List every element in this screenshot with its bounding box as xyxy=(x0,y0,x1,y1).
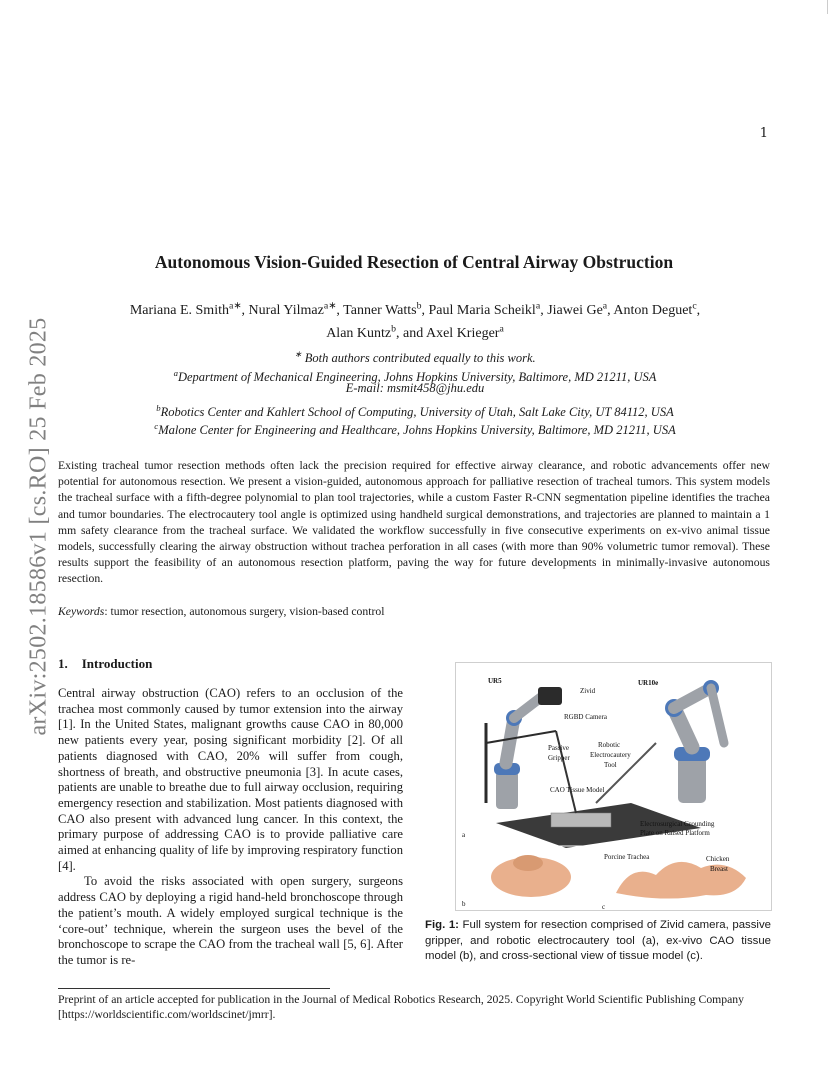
label-plate: Electrosurgical Grounding xyxy=(640,820,715,828)
panel-label-b: b xyxy=(462,900,466,908)
keywords-text: : tumor resection, autonomous surgery, vision-based control xyxy=(104,605,385,618)
contact-email: E-mail: msmit458@jhu.edu xyxy=(345,381,485,395)
arxiv-sidebar xyxy=(20,286,58,766)
label-chicken: Chicken xyxy=(706,855,730,863)
label-ur5: UR5 xyxy=(488,677,502,685)
author: Nural Yilmaz xyxy=(248,302,324,318)
author: Alan Kuntz xyxy=(326,326,392,342)
section-number: 1. xyxy=(58,656,68,671)
label-trachea: Porcine Trachea xyxy=(604,853,650,861)
figure-caption xyxy=(425,918,771,965)
author: Anton Deguet xyxy=(613,302,693,318)
author-line-2: Alan Kuntz$^b$, and Axel Krieger$^a$ xyxy=(326,323,504,342)
label-gripper: Passive xyxy=(548,744,569,752)
label-gripper: Gripper xyxy=(548,754,570,762)
footnote-rule xyxy=(58,988,330,989)
label-tool: Tool xyxy=(604,761,617,769)
author: Tanner Watts xyxy=(343,302,417,318)
paper-title: Autonomous Vision-Guided Resection of Central Airway Obstruction xyxy=(154,252,674,272)
author: Jiawei Ge xyxy=(547,302,603,318)
label-camera: RGBD Camera xyxy=(564,713,607,721)
caption-text: Full system for resection comprised of Zivid camera, passive gripper, and robotic electrocautery tool (a), ex-vivo CAO tissue model (b), and cross-sectional view of tissue model (c). xyxy=(425,919,771,962)
affiliation-c: $^c$Malone Center for Engineering and Healthcare, Johns Hopkins University, Baltimore, MD 21211, USA xyxy=(154,421,676,438)
label-camera: Zivid xyxy=(580,687,596,695)
tissue-model-holder xyxy=(551,813,611,827)
label-chicken: Breast xyxy=(710,865,728,873)
author: Axel Krieger xyxy=(425,326,500,342)
abstract: Existing tracheal tumor resection methods often lack the precision required for effective airway clearance, and robotic advancements offer new potential for autonomous resection. We present a vision-guided, autonomous approach for palliative resection of tracheal tumors. This system models the tracheal surface with a fifth-degree polynomial to plan tool trajectories, while a custom Faster R-CNN segmentation pipeline identifies the trachea and tumor boundaries. The electrocautery tool angle is optimized using handheld surgical demonstrations, and trajectories are planned to maintain a 1 mm safety clearance from the tracheal surface. We validated the workflow successfully in five consecutive experiments on ex-vivo animal tissue models, successfully clearing the airway obstruction without trachea perforation in all cases (with more than 90% volumetric tumor removal). These results support the feasibility of an autonomous resection platform, paving the way for future developments in minimally-invasive autonomous resection. xyxy=(58,459,770,586)
equal-contribution-note: ∗ Both authors contributed equally to this work. xyxy=(294,349,536,366)
author: Paul Maria Scheikl xyxy=(428,302,536,318)
page-number: 1 xyxy=(759,126,768,141)
label-tissue-model: CAO Tissue Model xyxy=(550,786,605,794)
caption-label: Fig. 1: xyxy=(425,919,459,931)
keywords xyxy=(58,605,770,618)
affiliation-b: $^b$Robotics Center and Kahlert School of Computing, University of Utah, Salt Lake City, UT 84112, USA xyxy=(156,403,674,420)
label-plate: Plate on Raised Platform xyxy=(640,829,710,837)
label-tool: Robotic xyxy=(598,741,621,749)
author: Mariana E. Smith xyxy=(129,302,229,318)
section-heading xyxy=(58,656,152,672)
section-title: Introduction xyxy=(81,656,153,671)
author-list xyxy=(58,296,772,343)
author-line-1: Mariana E. Smith$^{a∗}$, Nural Yilmaz$^{a∗}$, Tanner Watts$^b$, Paul Maria Scheikl$^a$, Jiawei Ge$^a$, Anton Deguet$^c$, xyxy=(129,300,701,318)
affiliation-a: $^a$Department of Mechanical Engineering, Johns Hopkins University, Baltimore, MD 21211, USA xyxy=(173,368,657,385)
zivid-camera xyxy=(538,687,562,705)
label-ur10e: UR10e xyxy=(638,679,659,687)
arxiv-identifier[interactable]: arXiv:2502.18586v1 [cs.RO] 25 Feb 2025 xyxy=(25,316,52,736)
intro-text xyxy=(58,686,403,969)
footnote: Preprint of an article accepted for publication in the Journal of Medical Robotics Research, 2025. Copyright World Scientific Publishing Company [https://worldscientific.com/worldscinet/jmrr]. xyxy=(58,993,744,1021)
intro-paragraph: To avoid the risks associated with open surgery, surgeons address CAO by deploying a rigid hand-held bronchoscope through the patient’s mouth. A widely employed surgical technique is the ‘core-out’ technique, wherein the surgeon uses the bevel of the bronchoscope to scrape the CAO from the tracheal wall [5, 6]. After the tumor is re- xyxy=(58,874,403,967)
label-tool: Electrocautery xyxy=(590,751,631,759)
keywords-label: Keywords xyxy=(58,605,105,618)
figure-illustration xyxy=(456,663,771,910)
panel-label-c: c xyxy=(602,903,606,910)
intro-paragraph: Central airway obstruction (CAO) refers to an occlusion of the trachea most commonly caused by tumor extension into the airway [1]. In the United States, malignant growths cause CAO in 80,000 new patients every year, posing significant morbidity [2]. Of all patients diagnosed with CAO, 20% will suffer from cough, shortness of breath, and obstructive pneumonia [3]. In acute cases, patients are unable to breathe due to full airway occlusion, requiring emergency resection and stabilization. Most patients diagnosed with CAO also present with advanced lung cancer. In this context, the primary purpose of addressing CAO is to provide palliative care aimed at enhancing quality of life by improving respiratory function [4]. xyxy=(58,686,403,873)
panel-label-a: a xyxy=(462,831,466,839)
figure-1 xyxy=(455,662,772,911)
